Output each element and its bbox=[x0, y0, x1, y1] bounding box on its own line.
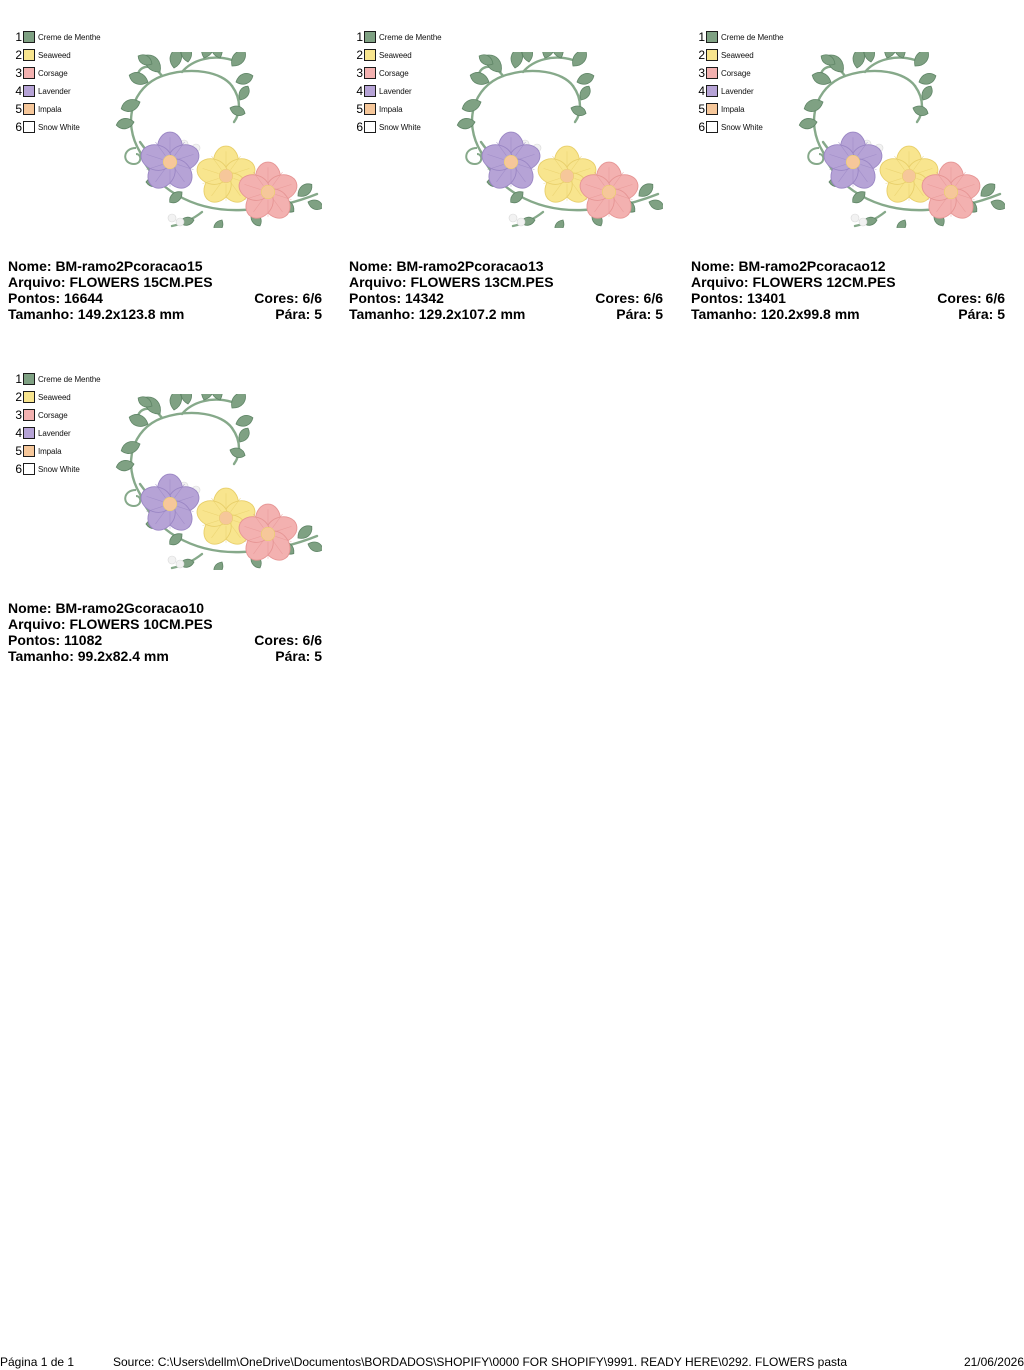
design-file: Arquivo: FLOWERS 12CM.PES bbox=[691, 274, 896, 290]
thread-name: Seaweed bbox=[721, 50, 754, 60]
thread-number: 5 bbox=[698, 102, 705, 116]
stop-count: Pára: 5 bbox=[958, 306, 1005, 322]
stitch-count: Pontos: 16644 bbox=[8, 290, 103, 306]
flower-center bbox=[944, 185, 958, 199]
design-name: Nome: BM-ramo2Pcoracao12 bbox=[691, 258, 886, 274]
leaf-shape bbox=[802, 97, 825, 115]
flower-center bbox=[504, 155, 518, 169]
leaf-shape bbox=[647, 198, 663, 212]
stitch-count: Pontos: 11082 bbox=[8, 632, 103, 648]
color-swatch bbox=[706, 85, 718, 97]
design-name: Nome: BM-ramo2Gcoracao10 bbox=[8, 600, 205, 616]
thread-number: 2 bbox=[15, 390, 22, 404]
thread-number: 1 bbox=[698, 30, 705, 44]
color-swatch bbox=[364, 85, 376, 97]
leaf-shape bbox=[168, 52, 183, 69]
design-info bbox=[8, 600, 322, 664]
design-file: Arquivo: FLOWERS 15CM.PES bbox=[8, 274, 213, 290]
flower-center bbox=[902, 169, 916, 183]
thread-name: Creme de Menthe bbox=[379, 32, 442, 42]
leaf-shape bbox=[306, 540, 322, 554]
bud-shape bbox=[176, 218, 184, 226]
thread-color-item bbox=[14, 28, 101, 46]
thread-number: 5 bbox=[15, 444, 22, 458]
thread-color-item bbox=[697, 46, 754, 64]
flower-center bbox=[219, 169, 233, 183]
thread-name: Impala bbox=[379, 104, 403, 114]
thread-number: 3 bbox=[15, 408, 22, 422]
thread-number: 4 bbox=[356, 84, 363, 98]
thread-number: 5 bbox=[356, 102, 363, 116]
design-card bbox=[8, 370, 324, 700]
leaf-shape bbox=[119, 439, 142, 457]
flower-center bbox=[560, 169, 574, 183]
color-swatch bbox=[23, 103, 35, 115]
leaf-shape bbox=[575, 71, 595, 87]
color-swatch bbox=[23, 427, 35, 439]
design-card bbox=[349, 28, 665, 358]
stop-count: Pára: 5 bbox=[616, 306, 663, 322]
thread-number: 1 bbox=[15, 30, 22, 44]
flower-center bbox=[163, 497, 177, 511]
stem-line bbox=[232, 86, 239, 122]
bud-shape bbox=[168, 214, 176, 222]
design-card bbox=[691, 28, 1007, 358]
color-swatch bbox=[23, 67, 35, 79]
embroidery-design-preview bbox=[112, 394, 322, 570]
leaf-shape bbox=[989, 198, 1005, 212]
design-name: Nome: BM-ramo2Pcoracao13 bbox=[349, 258, 544, 274]
bud-shape bbox=[509, 214, 517, 222]
color-swatch bbox=[706, 67, 718, 79]
color-count: Cores: 6/6 bbox=[595, 290, 663, 306]
thread-number: 4 bbox=[698, 84, 705, 98]
thread-name: Lavender bbox=[721, 86, 754, 96]
color-swatch bbox=[364, 31, 376, 43]
color-count: Cores: 6/6 bbox=[937, 290, 1005, 306]
thread-color-item bbox=[355, 28, 442, 46]
thread-name: Snow White bbox=[379, 122, 421, 132]
flower-center bbox=[846, 155, 860, 169]
flower-center bbox=[602, 185, 616, 199]
leaf-shape bbox=[911, 104, 929, 118]
thread-color-item bbox=[355, 64, 409, 82]
thread-name: Lavender bbox=[38, 86, 71, 96]
thread-color-item bbox=[14, 370, 101, 388]
stem-line bbox=[915, 86, 922, 122]
stop-count: Pára: 5 bbox=[275, 648, 322, 664]
leaf-shape bbox=[228, 104, 246, 118]
color-swatch bbox=[23, 49, 35, 61]
embroidery-design-preview bbox=[795, 52, 1005, 228]
design-name: Nome: BM-ramo2Pcoracao15 bbox=[8, 258, 203, 274]
bud-shape bbox=[851, 214, 859, 222]
leaf-shape bbox=[509, 52, 524, 69]
thread-name: Lavender bbox=[38, 428, 71, 438]
color-swatch bbox=[23, 121, 35, 133]
color-swatch bbox=[706, 121, 718, 133]
thread-color-item bbox=[697, 82, 754, 100]
thread-color-item bbox=[355, 100, 402, 118]
color-swatch bbox=[23, 31, 35, 43]
thread-color-item bbox=[14, 406, 68, 424]
thread-name: Creme de Menthe bbox=[38, 32, 101, 42]
thread-name: Impala bbox=[38, 446, 62, 456]
thread-color-item bbox=[697, 100, 744, 118]
thread-name: Seaweed bbox=[38, 392, 71, 402]
thread-number: 6 bbox=[15, 120, 22, 134]
thread-color-item bbox=[14, 460, 80, 478]
thread-number: 3 bbox=[356, 66, 363, 80]
design-size: Tamanho: 129.2x107.2 mm bbox=[349, 306, 526, 322]
color-swatch bbox=[23, 85, 35, 97]
color-swatch bbox=[706, 31, 718, 43]
color-count: Cores: 6/6 bbox=[254, 290, 322, 306]
thread-name: Creme de Menthe bbox=[38, 374, 101, 384]
embroidery-design-preview bbox=[453, 52, 663, 228]
bud-shape bbox=[176, 560, 184, 568]
thread-number: 2 bbox=[698, 48, 705, 62]
thread-number: 2 bbox=[15, 48, 22, 62]
thread-color-item bbox=[14, 424, 71, 442]
design-file: Arquivo: FLOWERS 13CM.PES bbox=[349, 274, 554, 290]
color-swatch bbox=[364, 67, 376, 79]
thread-color-item bbox=[697, 28, 784, 46]
design-size: Tamanho: 149.2x123.8 mm bbox=[8, 306, 185, 322]
thread-number: 6 bbox=[356, 120, 363, 134]
thread-color-item bbox=[355, 46, 412, 64]
thread-number: 4 bbox=[15, 84, 22, 98]
leaf-shape bbox=[917, 71, 937, 87]
thread-number: 1 bbox=[356, 30, 363, 44]
thread-name: Snow White bbox=[38, 464, 80, 474]
thread-name: Impala bbox=[38, 104, 62, 114]
stop-count: Pára: 5 bbox=[275, 306, 322, 322]
color-swatch bbox=[364, 49, 376, 61]
stem-line bbox=[232, 428, 239, 464]
leaf-shape bbox=[168, 394, 183, 411]
thread-name: Snow White bbox=[38, 122, 80, 132]
print-date: 21/06/2026 bbox=[963, 1355, 1024, 1369]
leaf-shape bbox=[234, 413, 254, 429]
bud-shape bbox=[168, 556, 176, 564]
leaf-shape bbox=[569, 104, 587, 118]
design-size: Tamanho: 120.2x99.8 mm bbox=[691, 306, 860, 322]
leaf-shape bbox=[895, 218, 909, 228]
thread-color-item bbox=[14, 46, 71, 64]
flower-center bbox=[219, 511, 233, 525]
thread-name: Corsage bbox=[38, 410, 68, 420]
thread-name: Snow White bbox=[721, 122, 763, 132]
color-swatch bbox=[23, 445, 35, 457]
leaf-shape bbox=[553, 218, 567, 228]
thread-name: Impala bbox=[721, 104, 745, 114]
color-swatch bbox=[706, 103, 718, 115]
page-footer bbox=[0, 1354, 1024, 1370]
thread-name: Seaweed bbox=[379, 50, 412, 60]
leaf-shape bbox=[119, 97, 142, 115]
thread-name: Corsage bbox=[721, 68, 751, 78]
thread-color-item bbox=[355, 82, 412, 100]
thread-color-item bbox=[14, 118, 80, 136]
thread-number: 1 bbox=[15, 372, 22, 386]
stitch-count: Pontos: 13401 bbox=[691, 290, 786, 306]
leaf-shape bbox=[234, 71, 254, 87]
color-count: Cores: 6/6 bbox=[254, 632, 322, 648]
leaf-shape bbox=[212, 218, 226, 228]
thread-number: 6 bbox=[698, 120, 705, 134]
flower-center bbox=[261, 527, 275, 541]
thread-number: 5 bbox=[15, 102, 22, 116]
design-info bbox=[691, 258, 1005, 322]
flower-center bbox=[261, 185, 275, 199]
thread-color-item bbox=[14, 64, 68, 82]
thread-name: Corsage bbox=[38, 68, 68, 78]
leaf-shape bbox=[460, 97, 483, 115]
thread-color-item bbox=[697, 118, 763, 136]
design-card bbox=[8, 28, 324, 358]
color-swatch bbox=[706, 49, 718, 61]
design-size: Tamanho: 99.2x82.4 mm bbox=[8, 648, 169, 664]
thread-number: 6 bbox=[15, 462, 22, 476]
thread-name: Creme de Menthe bbox=[721, 32, 784, 42]
thread-color-item bbox=[14, 82, 71, 100]
bud-shape bbox=[517, 218, 525, 226]
thread-color-item bbox=[14, 388, 71, 406]
leaf-shape bbox=[212, 560, 226, 570]
thread-name: Corsage bbox=[379, 68, 409, 78]
color-swatch bbox=[364, 121, 376, 133]
embroidery-design-preview bbox=[112, 52, 322, 228]
leaf-shape bbox=[228, 446, 246, 460]
color-swatch bbox=[23, 391, 35, 403]
page-number: Página 1 de 1 bbox=[0, 1355, 75, 1369]
leaf-shape bbox=[851, 52, 866, 69]
thread-number: 2 bbox=[356, 48, 363, 62]
thread-name: Seaweed bbox=[38, 50, 71, 60]
thread-name: Lavender bbox=[379, 86, 412, 96]
thread-color-item bbox=[14, 442, 61, 460]
stitch-count: Pontos: 14342 bbox=[349, 290, 444, 306]
thread-color-item bbox=[14, 100, 61, 118]
flower-center bbox=[163, 155, 177, 169]
color-swatch bbox=[364, 103, 376, 115]
source-path: Source: C:\Users\dellm\OneDrive\Documentos\BORDADOS\SHOPIFY\0000 FOR SHOPIFY\9991. READY HERE\0292. FLOWERS pasta bbox=[113, 1355, 848, 1369]
color-swatch bbox=[23, 463, 35, 475]
design-info bbox=[8, 258, 322, 322]
thread-number: 4 bbox=[15, 426, 22, 440]
leaf-shape bbox=[306, 198, 322, 212]
thread-number: 3 bbox=[15, 66, 22, 80]
stem-line bbox=[573, 86, 580, 122]
bud-shape bbox=[859, 218, 867, 226]
design-info bbox=[349, 258, 663, 322]
color-swatch bbox=[23, 409, 35, 421]
design-file: Arquivo: FLOWERS 10CM.PES bbox=[8, 616, 213, 632]
thread-color-item bbox=[697, 64, 751, 82]
thread-number: 3 bbox=[698, 66, 705, 80]
color-swatch bbox=[23, 373, 35, 385]
thread-color-item bbox=[355, 118, 421, 136]
